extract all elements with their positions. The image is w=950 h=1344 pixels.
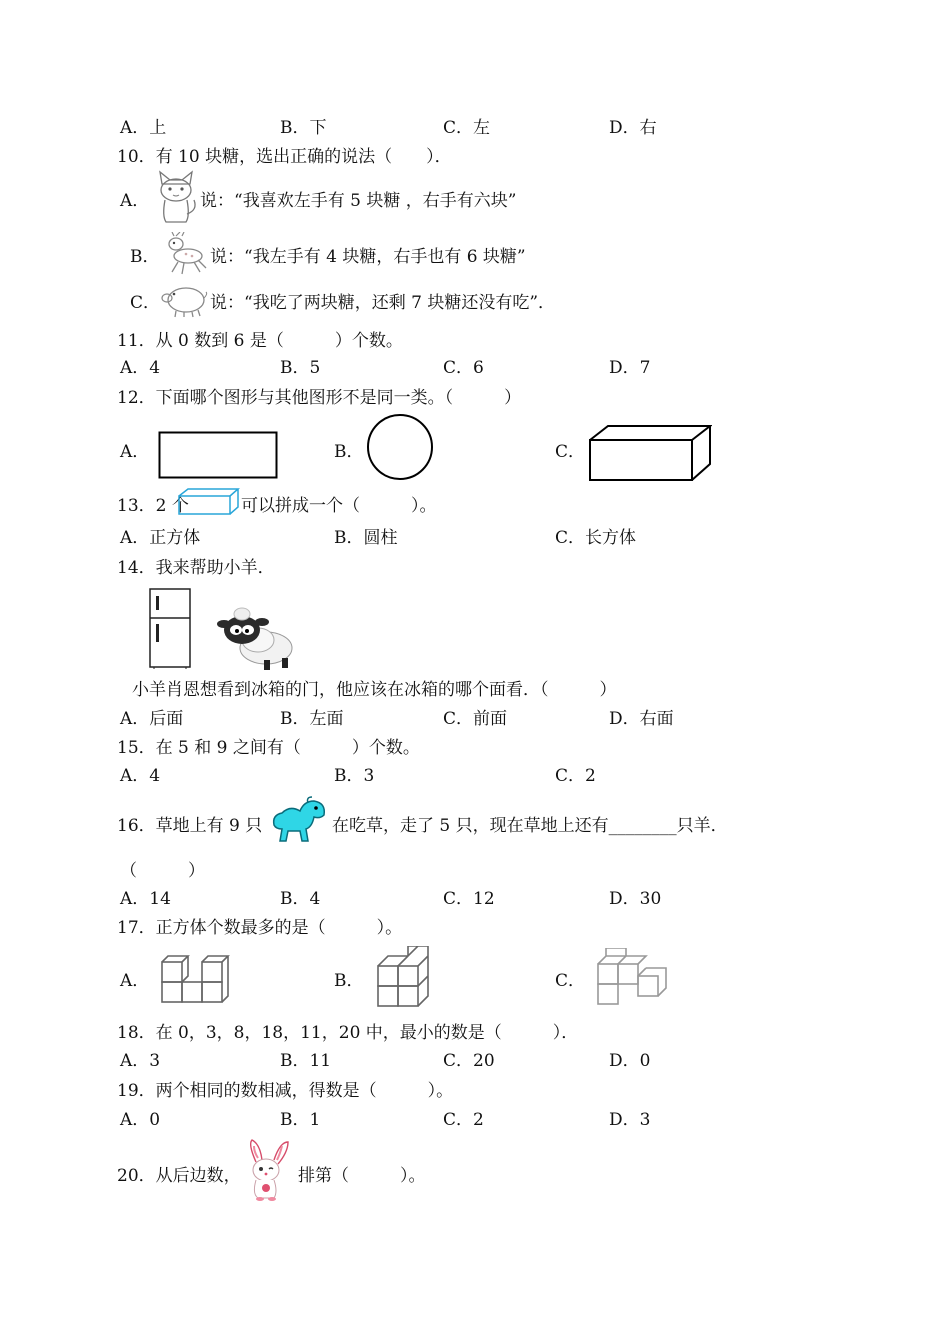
- q20-stem-post: 排第（ ）。: [298, 1166, 426, 1186]
- circle-shape: [365, 412, 435, 482]
- deer-icon: [160, 232, 210, 276]
- q11-option-d: D．7: [609, 358, 651, 378]
- q17-option-a: A．: [120, 971, 150, 991]
- q12-option-b: B．: [334, 442, 364, 462]
- q15-option-b: B．3: [334, 766, 375, 786]
- q14-option-c: C．前面: [443, 709, 508, 729]
- q19-option-a: A．0: [120, 1110, 161, 1130]
- q14-option-d: D．右面: [609, 709, 674, 729]
- q11-option-a: A．4: [120, 358, 161, 378]
- q17-stem: 17．正方体个数最多的是（ ）。: [117, 918, 403, 938]
- q18-option-d: D．0: [609, 1051, 651, 1071]
- sheep-icon: [216, 604, 296, 672]
- lamb-icon: [268, 795, 328, 845]
- q13-option-a: A．正方体: [120, 528, 201, 548]
- q18-option-a: A．3: [120, 1051, 161, 1071]
- refrigerator-icon: [148, 588, 192, 670]
- q15-option-a: A．4: [120, 766, 161, 786]
- q14-option-b: B．左面: [280, 709, 344, 729]
- q16-option-b: B．4: [280, 889, 321, 909]
- q9-option-d: D．右: [609, 118, 657, 138]
- q17-option-c: C．: [555, 971, 586, 991]
- q12-option-a: A．: [120, 442, 150, 462]
- q19-option-d: D．3: [609, 1110, 651, 1130]
- q13-stem-post: 可以拼成一个（ ）。: [241, 496, 437, 516]
- q10-stem: 10．有 10 块糖，选出正确的说法（ ）．: [117, 147, 452, 167]
- q15-option-c: C．2: [555, 766, 596, 786]
- cubes-figure-a: [158, 952, 232, 1004]
- q16-stem-post: 在吃草，走了 5 只，现在草地上还有________只羊．: [332, 816, 728, 836]
- q13-stem-pre: 13．2 个: [117, 496, 189, 516]
- q17-option-b: B．: [334, 971, 364, 991]
- q13-option-b: B．圆柱: [334, 528, 398, 548]
- q16-paren: （ ）: [120, 861, 205, 881]
- q10-option-a-label: A．: [120, 191, 150, 211]
- q18-stem: 18．在 0，3，8，18，11，20 中，最小的数是（ ）．: [117, 1023, 579, 1043]
- q12-stem: 12．下面哪个图形与其他图形不是同一类。（ ）: [117, 388, 522, 408]
- q19-option-c: C．2: [443, 1110, 484, 1130]
- q16-option-d: D．30: [609, 889, 662, 909]
- q20-stem-pre: 20．从后边数，: [117, 1166, 241, 1186]
- q12-option-c: C．: [555, 442, 586, 462]
- q13-option-c: C．长方体: [555, 528, 637, 548]
- q19-option-b: B．1: [280, 1110, 321, 1130]
- cuboid-small-icon: [178, 488, 240, 516]
- cat-icon: [152, 170, 200, 224]
- q15-stem: 15．在 5 和 9 之间有（ ）个数。: [117, 738, 420, 758]
- q10-option-c-text: 说：“我吃了两块糖，还剩 7 块糖还没有吃”．: [210, 293, 556, 313]
- q11-stem: 11．从 0 数到 6 是（ ）个数。: [117, 331, 403, 351]
- q18-option-b: B．11: [280, 1051, 332, 1071]
- rectangle-shape: [158, 431, 280, 481]
- pig-icon: [160, 284, 208, 318]
- q18-option-c: C．20: [443, 1051, 495, 1071]
- q14-question: 小羊肖恩想看到冰箱的门，他应该在冰箱的哪个面看．（ ）: [132, 680, 617, 700]
- cubes-figure-c: [594, 948, 672, 1006]
- q19-stem: 19．两个相同的数相减，得数是（ ）。: [117, 1081, 454, 1101]
- cubes-figure-b: [374, 946, 434, 1008]
- q14-option-a: A．后面: [120, 709, 184, 729]
- rabbit-icon: [244, 1138, 292, 1202]
- q10-option-a-text: 说：“我喜欢左手有 5 块糖 ，右手有六块”: [200, 191, 517, 211]
- q14-stem: 14．我来帮助小羊．: [117, 558, 275, 578]
- q10-option-c-label: C．: [130, 293, 161, 313]
- q9-option-b: B．下: [280, 118, 327, 138]
- q10-option-b-text: 说：“我左手有 4 块糖，右手也有 6 块糖”: [210, 247, 526, 267]
- q16-stem-pre: 16．草地上有 9 只: [117, 816, 263, 836]
- q10-option-b-label: B．: [130, 247, 160, 267]
- q11-option-c: C．6: [443, 358, 484, 378]
- q9-option-a: A．上: [120, 118, 167, 138]
- cuboid-shape: [588, 424, 712, 482]
- q16-option-c: C．12: [443, 889, 495, 909]
- q16-option-a: A．14: [120, 889, 171, 909]
- q11-option-b: B．5: [280, 358, 321, 378]
- q9-option-c: C．左: [443, 118, 491, 138]
